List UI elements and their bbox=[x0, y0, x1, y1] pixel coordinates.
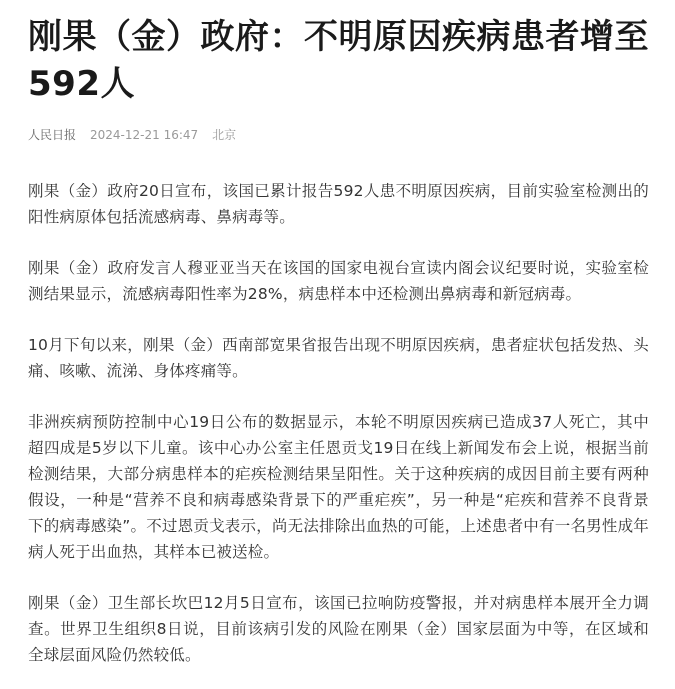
article-meta bbox=[28, 126, 649, 144]
article-title: 刚果（金）政府：不明原因疾病患者增至592人 bbox=[28, 17, 649, 104]
article-source[interactable]: 人民日报 bbox=[28, 128, 77, 142]
paragraph-2: 刚果（金）政府发言人穆亚亚当天在该国的国家电视台宣读内阁会议纪要时说，实验室检测结果显示，流感病毒阳性率为28%，病患样本中还检测出鼻病毒和新冠病毒。 bbox=[28, 259, 649, 303]
paragraph-5: 刚果（金）卫生部长坎巴12月5日宣布，该国已拉响防疫警报，并对病患样本展开全力调查。世界卫生组织8日说，目前该病引发的风险在刚果（金）国家层面为中等，在区域和全球层面风险仍然较低。 bbox=[28, 594, 649, 664]
paragraph-3: 10月下旬以来，刚果（金）西南部宽果省报告出现不明原因疾病，患者症状包括发热、头痛、咳嗽、流涕、身体疼痛等。 bbox=[28, 336, 649, 380]
publish-time: 2024-12-21 16:47 bbox=[90, 128, 199, 142]
publish-location: 北京 bbox=[212, 128, 237, 142]
article-body bbox=[28, 178, 649, 668]
paragraph-1: 刚果（金）政府20日宣布，该国已累计报告592人患不明原因疾病，目前实验室检测出的阳性病原体包括流感病毒、鼻病毒等。 bbox=[28, 182, 649, 226]
paragraph-4: 非洲疾病预防控制中心19日公布的数据显示，本轮不明原因疾病已造成37人死亡，其中超四成是5岁以下儿童。该中心办公室主任恩贡戈19日在线上新闻发布会上说，根据当前检测结果，大部分病患样本的疟疾检测结果呈阳性。关于这种疾病的成因目前主要有两种假设，一种是“营养不良和病毒感染背景下的严重疟疾”，另一种是“疟疾和营养不良背景下的病毒感染”。不过恩贡戈表示，尚无法排除出血热的可能，上述患者中有一名男性成年病人死于出血热，其样本已被送检。 bbox=[28, 413, 649, 561]
